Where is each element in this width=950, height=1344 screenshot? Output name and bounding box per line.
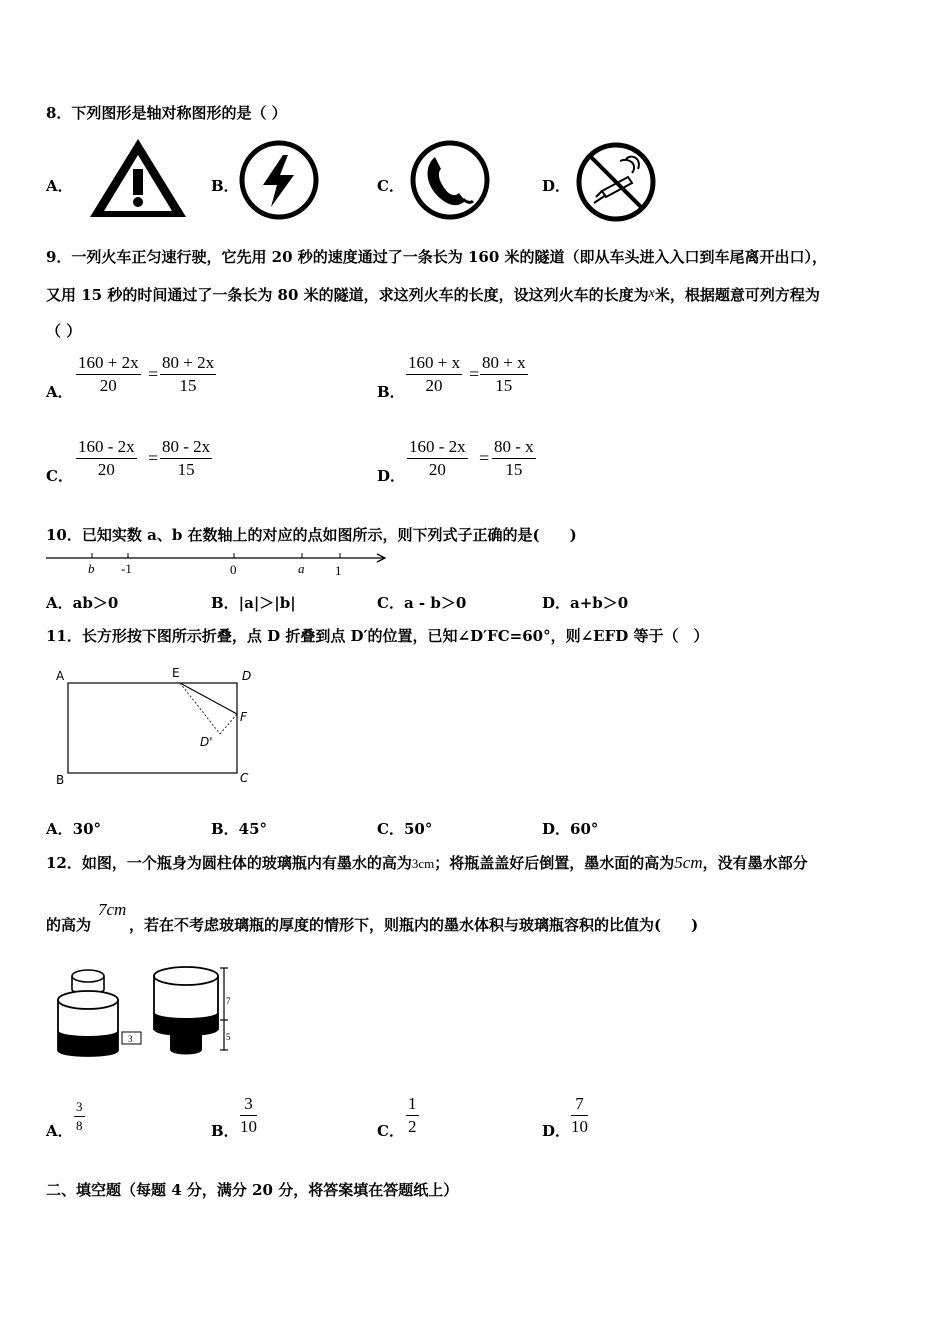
q8-option-a-label: A． xyxy=(46,177,73,195)
q8-option-c-label: C． xyxy=(377,177,404,195)
q10-stem: 10．已知实数 a、b 在数轴上的对应的点如图所示，则下列式子正确的是( ) xyxy=(46,526,577,544)
denominator: 2 xyxy=(408,1117,417,1136)
q10-option-c: C．a - b＞0 xyxy=(377,594,467,612)
upright-ink-height-label: 3 xyxy=(128,1034,133,1044)
q12-option-a-fraction xyxy=(74,1098,85,1135)
q9-stem-line2b: 米，根据题意可列方程为 xyxy=(654,286,820,304)
number-line-figure xyxy=(44,548,394,582)
denominator: 15 xyxy=(179,376,197,395)
numerator: 160 - 2x xyxy=(407,436,468,459)
q9-option-c-left-fraction xyxy=(76,436,137,481)
denominator: 15 xyxy=(495,376,513,395)
q12-value-3cm: 3cm xyxy=(411,856,435,871)
numerator: 3 xyxy=(240,1093,257,1116)
equals-sign: = xyxy=(469,364,480,384)
q11-option-a: A．30° xyxy=(46,820,102,838)
axis-label-b: b xyxy=(88,561,95,576)
q9-option-c-label: C． xyxy=(46,467,73,485)
numerator: 80 - x xyxy=(492,436,536,459)
point-b-label: B xyxy=(56,773,65,787)
point-f-label: F xyxy=(240,710,247,724)
numerator: 80 - 2x xyxy=(160,436,212,459)
denominator: 20 xyxy=(428,460,446,479)
q12-option-b-fraction xyxy=(240,1093,257,1138)
point-d-prime-label: D' xyxy=(200,735,213,749)
denominator: 10 xyxy=(571,1117,588,1136)
equals-sign: = xyxy=(479,448,490,468)
q9-stem-line2a: 又用 15 秒的时间通过了一条长为 80 米的隧道，求这列火车的长度，设这列火车的长度为 xyxy=(46,286,649,304)
q9-option-b-left-fraction xyxy=(406,352,462,397)
axis-label-a: a xyxy=(298,561,305,576)
numerator: 80 + x xyxy=(480,352,528,375)
point-a-label: A xyxy=(56,669,65,683)
ink-bottle-figure xyxy=(52,960,247,1060)
q9-option-c-right-fraction xyxy=(160,436,212,481)
point-d-label: D xyxy=(242,669,252,683)
q9-option-d-left-fraction xyxy=(407,436,468,481)
q11-stem: 11．长方形按下图所示折叠，点 D 折叠到点 D′的位置，已知∠D′FC=60°，则∠EFD 等于（ ） xyxy=(46,627,709,645)
q11-option-d: D．60° xyxy=(542,820,599,838)
q9-option-a-label: A． xyxy=(46,383,73,401)
q11-option-c: C．50° xyxy=(377,820,433,838)
folded-rectangle-figure xyxy=(50,662,265,790)
q9-variable-x: x xyxy=(648,286,655,301)
inverted-ink-height-label: 5 xyxy=(226,1032,231,1042)
q8-option-b-label: B． xyxy=(211,177,239,195)
q12-option-b-label: B． xyxy=(211,1122,239,1140)
q12-value-5cm: 5cm xyxy=(674,853,703,872)
point-c-label: C xyxy=(240,771,249,785)
denominator: 20 xyxy=(99,376,117,395)
q9-option-d-label: D． xyxy=(377,467,406,485)
section-2-heading: 二、填空题（每题 4 分，满分 20 分，将答案填在答题纸上） xyxy=(46,1181,459,1199)
q8-stem: 8．下列图形是轴对称图形的是（ ） xyxy=(46,104,287,122)
q12-option-c-label: C． xyxy=(377,1122,404,1140)
q12-value-7cm: 7cm xyxy=(98,900,127,919)
q9-stem-line3: （ ） xyxy=(46,322,82,340)
q9-option-b-label: B． xyxy=(377,383,405,401)
q12-stem-line1 xyxy=(46,852,808,873)
empty-part-height-label: 7 xyxy=(226,996,231,1006)
numerator: 160 - 2x xyxy=(76,436,137,459)
q12-stem-line1b: ；将瓶盖盖好后倒置，墨水面的高为 xyxy=(434,854,675,872)
denominator: 8 xyxy=(76,1118,83,1133)
denominator: 20 xyxy=(97,460,115,479)
q12-stem-line1c: ，没有墨水部分 xyxy=(702,854,808,872)
q10-option-d: D．a+b＞0 xyxy=(542,594,629,612)
q9-option-b-right-fraction xyxy=(480,352,528,397)
q11-option-b: B．45° xyxy=(211,820,268,838)
telephone-circle-icon xyxy=(405,137,495,223)
q10-option-a: A．ab＞0 xyxy=(46,594,119,612)
equals-sign: = xyxy=(148,448,159,468)
equals-sign: = xyxy=(148,364,159,384)
point-e-label: E xyxy=(172,666,180,680)
q10-option-b: B．|a|＞|b| xyxy=(211,594,296,612)
denominator: 10 xyxy=(240,1117,257,1136)
q9-option-a-left-fraction xyxy=(76,352,141,397)
numerator: 160 + x xyxy=(406,352,462,375)
q12-stem-line2 xyxy=(46,914,698,935)
numerator: 7 xyxy=(571,1093,588,1116)
q9-option-a-right-fraction xyxy=(160,352,216,397)
q8-option-d-label: D． xyxy=(542,177,571,195)
q12-stem-line2a: 的高为 xyxy=(46,916,92,934)
denominator: 15 xyxy=(505,460,523,479)
q12-option-d-fraction xyxy=(571,1093,588,1138)
warning-triangle-icon xyxy=(86,135,190,221)
numerator: 160 + 2x xyxy=(76,352,141,375)
no-smoking-circle-icon xyxy=(572,139,660,225)
axis-label-0: 0 xyxy=(230,562,237,577)
axis-label-minus-1: -1 xyxy=(121,561,132,576)
q9-stem-line1: 9．一列火车正匀速行驶，它先用 20 秒的速度通过了一条长为 160 米的隧道（即从车头进入入口到车尾离开出口）， xyxy=(46,248,828,266)
axis-label-1: 1 xyxy=(335,563,342,578)
denominator: 20 xyxy=(425,376,443,395)
q12-option-a-label: A． xyxy=(46,1122,73,1140)
numerator: 1 xyxy=(406,1093,419,1116)
lightning-circle-icon xyxy=(236,137,322,223)
q12-stem-line2b: ，若在不考虑玻璃瓶的厚度的情形下，则瓶内的墨水体积与玻璃瓶容积的比值为( ) xyxy=(129,916,699,934)
q9-option-d-right-fraction xyxy=(492,436,536,481)
q12-option-d-label: D． xyxy=(542,1122,571,1140)
numerator: 80 + 2x xyxy=(160,352,216,375)
q12-option-c-fraction xyxy=(406,1093,419,1138)
q9-stem-line2 xyxy=(46,284,820,305)
denominator: 15 xyxy=(177,460,195,479)
q12-stem-line1a: 12．如图，一个瓶身为圆柱体的玻璃瓶内有墨水的高为 xyxy=(46,854,412,872)
numerator: 3 xyxy=(74,1098,85,1117)
